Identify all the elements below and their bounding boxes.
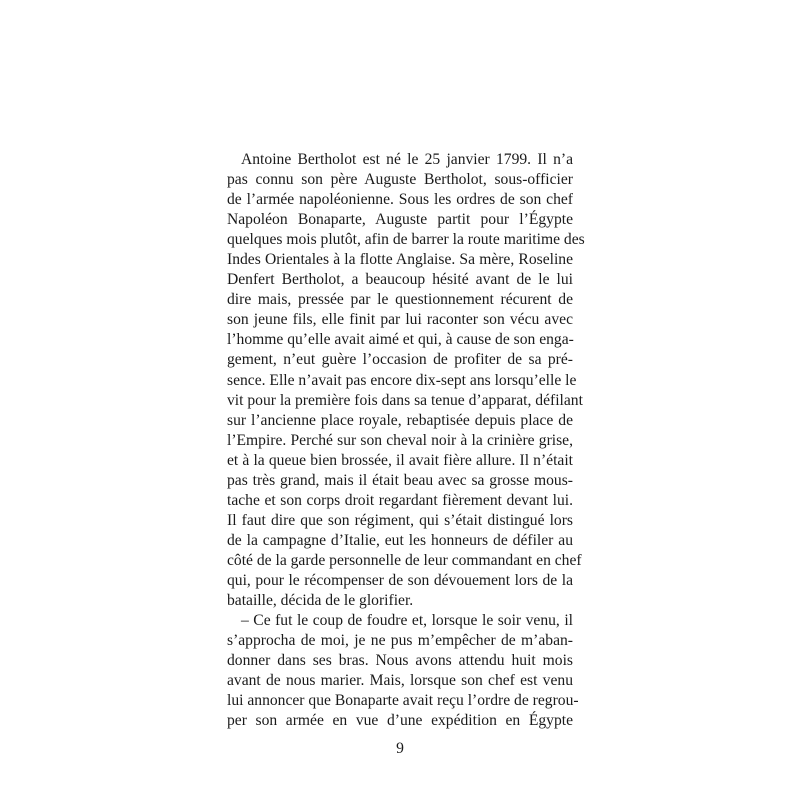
page-number: 9 <box>396 740 404 757</box>
body-text <box>227 150 585 731</box>
paragraph-1 <box>227 150 585 611</box>
text-line: Antoine Bertholot est né le 25 janvier 1799. Il n’a <box>241 151 573 168</box>
text-line: côté de la garde personnelle de leur commandant en chef <box>227 551 582 569</box>
text-line: et à la queue bien brossée, il avait fière allure. Il n’était <box>227 451 573 469</box>
text-line: – Ce fut le coup de foudre et, lorsque le soir venu, il <box>241 612 573 630</box>
text-line: tache et son corps droit regardant fièrement devant lui. <box>227 491 573 509</box>
text-line: sur l’ancienne place royale, rebaptisée depuis place de <box>227 411 573 429</box>
text-line: gement, n’eut guère l’occasion de profiter de sa pré- <box>227 351 573 369</box>
text-line: l’Empire. Perché sur son cheval noir à la crinière grise, <box>227 431 573 449</box>
text-line: Napoléon Bonaparte, Auguste partit pour l’Égypte <box>227 211 573 229</box>
text-line: per son armée en vue d’une expédition en Égypte <box>227 712 573 730</box>
text-line: Il faut dire que son régiment, qui s’était distingué lors <box>227 511 573 529</box>
paragraph-2 <box>227 611 579 731</box>
text-line: de la campagne d’Italie, eut les honneurs de défiler au <box>227 531 573 549</box>
text-line: pas très grand, mais il était beau avec sa grosse mous- <box>227 471 573 489</box>
text-line: pas connu son père Auguste Bertholot, sous-officier <box>227 171 573 189</box>
text-line: vit pour la première fois dans sa tenue d’apparat, défilant <box>227 391 583 409</box>
text-line: Indes Orientales à la flotte Anglaise. Sa mère, Roseline <box>227 251 573 269</box>
text-line: dire mais, pressée par le questionnement récurent de <box>227 291 573 309</box>
text-line: de l’armée napoléonienne. Sous les ordres de son chef <box>227 191 573 209</box>
text-line: bataille, décida de le glorifier. <box>227 592 414 610</box>
text-line: donner dans ses bras. Nous avons attendu huit mois <box>227 652 573 670</box>
text-line: sence. Elle n’avait pas encore dix-sept ans lorsqu’elle le <box>227 371 577 389</box>
text-line: lui annoncer que Bonaparte avait reçu l’ordre de regrou- <box>227 692 579 710</box>
text-line: l’homme qu’elle avait aimé et qui, à cause de son enga- <box>227 331 574 349</box>
text-line: qui, pour le récompenser de son dévouement lors de la <box>227 571 573 589</box>
text-line: quelques mois plutôt, afin de barrer la route maritime des <box>227 231 585 249</box>
text-line: son jeune fils, elle finit par lui raconter son vécu avec <box>227 311 573 329</box>
text-line: Denfert Bertholot, a beaucoup hésité avant de le lui <box>227 271 573 289</box>
text-line: s’approcha de moi, je ne pus m’empêcher de m’aban- <box>227 632 573 650</box>
text-line: avant de nous marier. Mais, lorsque son chef est venu <box>227 672 573 690</box>
